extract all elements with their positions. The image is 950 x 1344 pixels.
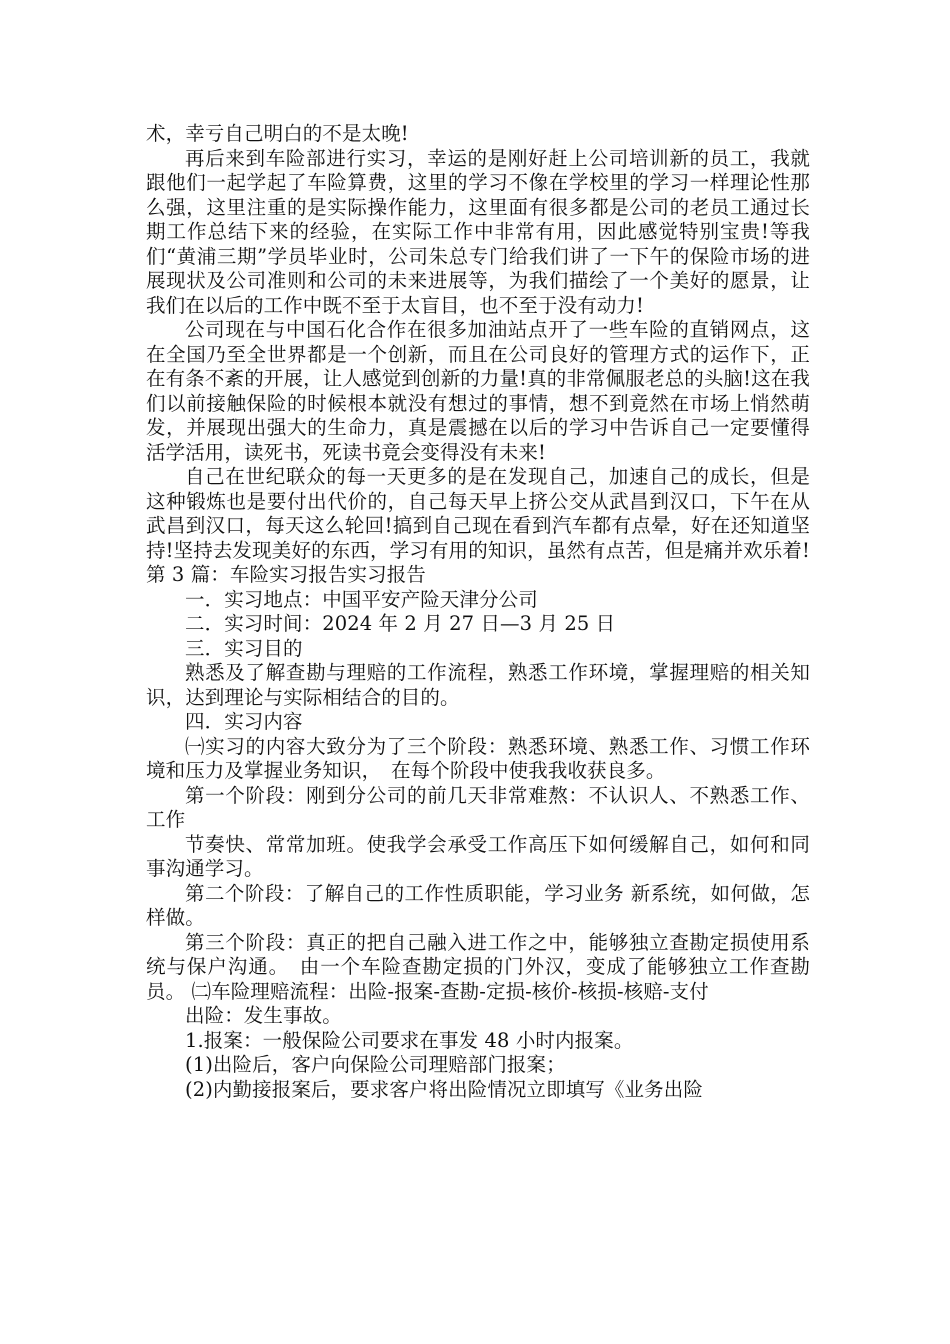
para-2: 再后来到车险部进行实习，幸运的是刚好赶上公司培训新的员工，我就跟他们一起学起了车险算费，这里的学习不像在学校里的学习一样理论性那么强，这里注重的是实际操作能力，这里面有很多都是公司的老员工通过长期工作总结下来的经验，在实际工作中非常有用，因此感觉特别宝贵!等我们“黄浦三期”学员毕业时，公司朱总专门给我们讲了一下午的保险市场的进展现状及公司准则和公司的未来进展等，为我们描绘了一个美好的愿景，让我们在以后的工作中既不至于太盲目，也不至于没有动力! — [146, 146, 810, 317]
para-report: 1.报案：一般保险公司要求在事发 48 小时内报案。 — [185, 1028, 634, 1052]
section-purpose: 三．实习目的 — [185, 636, 303, 660]
para-1: 术，幸亏自己明白的不是太晚! — [146, 122, 409, 145]
para-3: 公司现在与中国石化合作在很多加油站点开了一些车险的直销网点，这在全国乃至全世界都是一个创新，而且在公司良好的管理方式的运作下，正在有条不紊的开展，让人感觉到创新的力量!真的非常佩服老总的头脑!这在我们以前接触保险的时候根本就没有想过的事情，想不到竟然在市场上悄然萌发，并展现出强大的生命力，真是震撼在以后的学习中告诉自己一定要懂得活学活用，读死书，死读书竟会变得没有未来! — [146, 318, 810, 464]
para-report-1: (1)出险后，客户向保险公司理赔部门报案； — [185, 1053, 566, 1076]
section-location: 一．实习地点：中国平安产险天津分公司 — [185, 587, 538, 611]
para-4: 自己在世纪联众的每一天更多的是在发现自己，加速自己的成长，但是这种锻炼也是要付出代价的，自己每天早上挤公交从武昌到汉口，下午在从武昌到汉口，每天这么轮回!搞到自己现在看到汽车都有点晕，好在还知道坚持!坚持去发现美好的东西，学习有用的知识，虽然有点苦，但是痛并欢乐着!第 3 篇：车险实习报告实习报告 — [146, 465, 810, 586]
para-purpose: 熟悉及了解查勘与理赔的工作流程，熟悉工作环境，掌握理赔的相关知识，达到理论与实际相结合的目的。 — [146, 661, 810, 709]
para-stage-2: 第二个阶段：了解自己的工作性质职能，学习业务 新系统，如何做，怎样做。 — [146, 881, 810, 929]
para-stage-3: 第三个阶段：真正的把自己融入进工作之中，能够独立查勘定损使用系统与保户沟通。 由一个车险查勘定损的门外汉，变成了能够独立工作查勘员。 ㈡车险理赔流程：出险-报案-查勘-定损-核价-核损-核赔-支付 — [146, 930, 810, 1003]
section-time: 二．实习时间：2024 年 2 月 27 日—3 月 25 日 — [185, 612, 616, 635]
para-stage-1b: 节奏快、常常加班。使我学会承受工作高压下如何缓解自己，如何和同事沟通学习。 — [146, 832, 810, 880]
para-stage-1: 第一个阶段：刚到分公司的前几天非常难熬：不认识人、不熟悉工作、工作 — [146, 783, 810, 831]
section-content: 四．实习内容 — [185, 710, 303, 733]
para-accident: 出险：发生事故。 — [185, 1004, 342, 1027]
para-report-2: (2)内勤接报案后，要求客户将出险情况立即填写《业务出险 — [185, 1077, 703, 1101]
para-stages: ㈠实习的内容大致分为了三个阶段：熟悉环境、熟悉工作、习惯工作环境和压力及掌握业务知识， 在每个阶段中使我我收获良多。 — [146, 734, 810, 782]
